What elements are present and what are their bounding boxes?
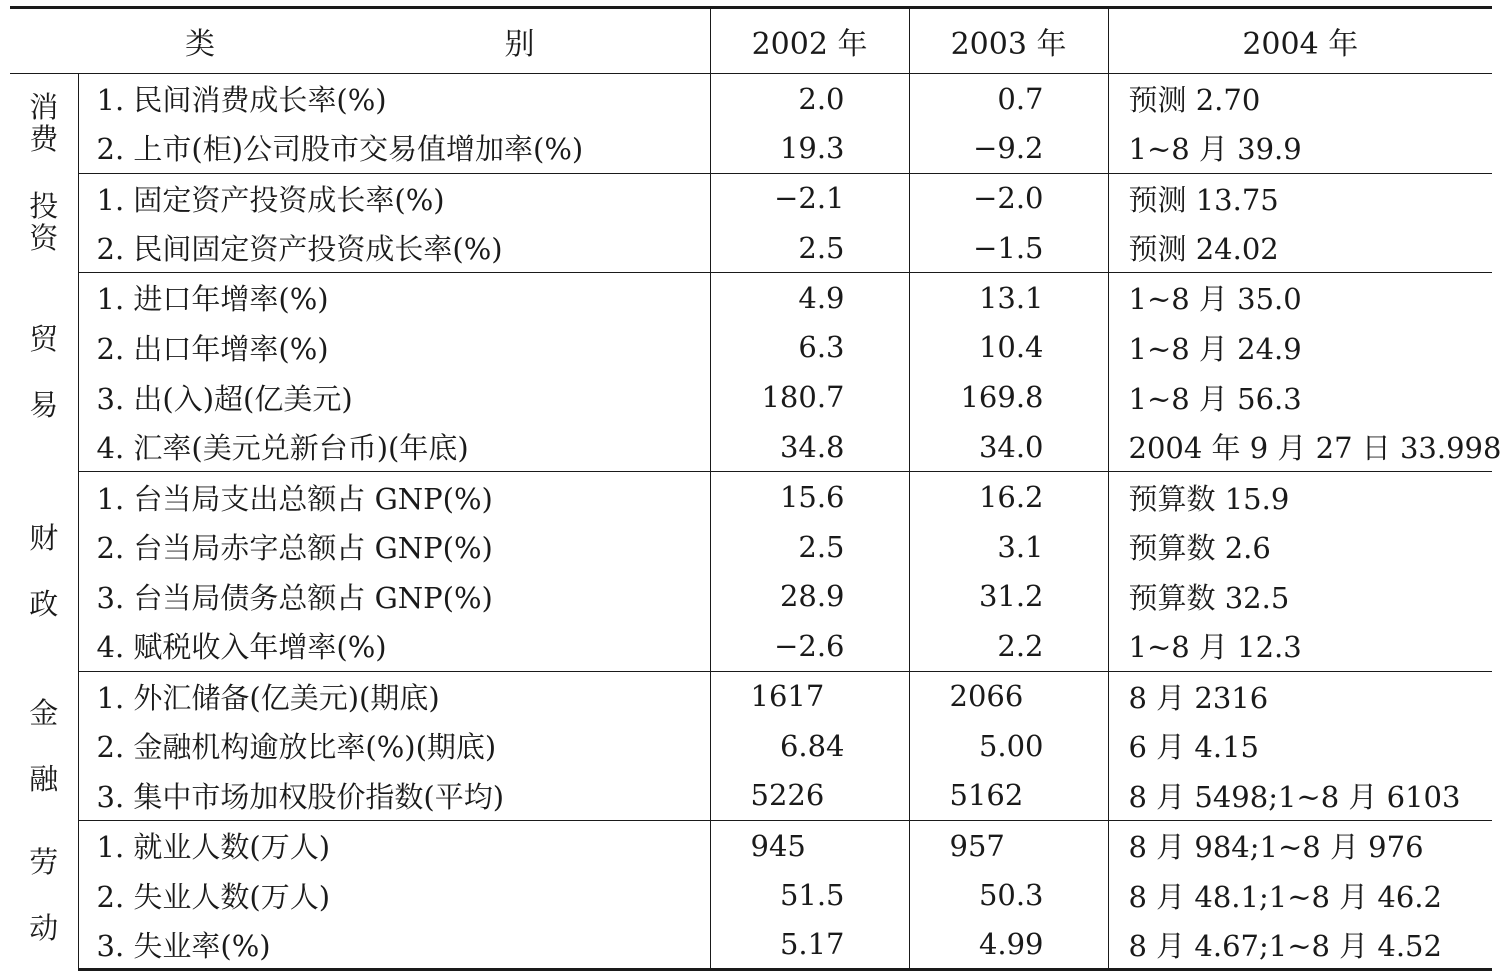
table-row [10, 522, 1492, 572]
value-2004: 8 月 2316 [1108, 671, 1492, 721]
indicator-name: 4. 汇率(美元兑新台币)(年底) [78, 422, 710, 472]
value-2003: 13.1 [909, 273, 1108, 323]
table-row [10, 771, 1492, 821]
indicator-name: 4. 赋税收入年增率(%) [78, 621, 710, 671]
value-2002: 28.9 [710, 571, 909, 621]
value-2003: 31.2 [909, 571, 1108, 621]
value-2004: 预测 24.02 [1108, 223, 1492, 273]
category-label: 消费 [29, 89, 59, 156]
value-2004: 1~8 月 12.3 [1108, 621, 1492, 671]
table-row [10, 621, 1492, 671]
value-2003: 16.2 [909, 472, 1108, 522]
value-2004: 预算数 2.6 [1108, 522, 1492, 572]
value-2002: 1617 [710, 671, 909, 721]
category-label: 财政 [29, 521, 59, 622]
value-2004: 预测 13.75 [1108, 173, 1492, 223]
value-2002: 15.6 [710, 472, 909, 522]
table-row [10, 74, 1492, 124]
header-2002: 2002 年 [710, 8, 909, 74]
value-2002: 945 [710, 820, 909, 870]
value-2003: 4.99 [909, 920, 1108, 970]
category-cell [10, 273, 78, 472]
indicator-name: 2. 民间固定资产投资成长率(%) [78, 223, 710, 273]
indicator-name: 3. 失业率(%) [78, 920, 710, 970]
indicator-name: 1. 进口年增率(%) [78, 273, 710, 323]
table-row [10, 173, 1492, 223]
value-2003: 5162 [909, 771, 1108, 821]
value-2003: 2.2 [909, 621, 1108, 671]
indicator-name: 2. 出口年增率(%) [78, 322, 710, 372]
indicator-name: 1. 民间消费成长率(%) [78, 74, 710, 124]
value-2002: 51.5 [710, 870, 909, 920]
table-row [10, 422, 1492, 472]
value-2003: −9.2 [909, 123, 1108, 173]
table-row [10, 671, 1492, 721]
category-label: 金融 [29, 695, 59, 796]
value-2003: −1.5 [909, 223, 1108, 273]
value-2002: 5226 [710, 771, 909, 821]
indicator-name: 3. 出(入)超(亿美元) [78, 372, 710, 422]
category-label: 贸易 [29, 322, 59, 423]
value-2004: 预测 2.70 [1108, 74, 1492, 124]
indicator-name: 1. 就业人数(万人) [78, 820, 710, 870]
table-row [10, 721, 1492, 771]
table-row [10, 322, 1492, 372]
value-2003: 957 [909, 820, 1108, 870]
category-cell [10, 472, 78, 671]
value-2004: 8 月 48.1;1~8 月 46.2 [1108, 870, 1492, 920]
indicator-name: 2. 失业人数(万人) [78, 870, 710, 920]
value-2004: 8 月 984;1~8 月 976 [1108, 820, 1492, 870]
table-row [10, 820, 1492, 870]
value-2003: 169.8 [909, 372, 1108, 422]
header-row [10, 8, 1492, 74]
value-2002: 2.5 [710, 223, 909, 273]
value-2003: 0.7 [909, 74, 1108, 124]
indicator-name: 3. 集中市场加权股价指数(平均) [78, 771, 710, 821]
indicator-name: 3. 台当局债务总额占 GNP(%) [78, 571, 710, 621]
value-2004: 1~8 月 24.9 [1108, 322, 1492, 372]
value-2004: 6 月 4.15 [1108, 721, 1492, 771]
indicator-name: 2. 上市(柜)公司股市交易值增加率(%) [78, 123, 710, 173]
header-2003: 2003 年 [909, 8, 1108, 74]
value-2002: 2.0 [710, 74, 909, 124]
value-2002: 6.3 [710, 322, 909, 372]
table-row [10, 571, 1492, 621]
economic-indicators-table [10, 6, 1501, 971]
value-2003: 10.4 [909, 322, 1108, 372]
value-2003: 5.00 [909, 721, 1108, 771]
value-2004: 8 月 4.67;1~8 月 4.52 [1108, 920, 1492, 970]
category-cell [10, 74, 78, 174]
value-2003: 34.0 [909, 422, 1108, 472]
value-2002: 180.7 [710, 372, 909, 422]
table-row [10, 472, 1492, 522]
table-row [10, 273, 1492, 323]
table-row [10, 870, 1492, 920]
table-row [10, 372, 1492, 422]
value-2003: 50.3 [909, 870, 1108, 920]
table-row [10, 920, 1492, 970]
table-row [10, 223, 1492, 273]
indicator-name: 1. 台当局支出总额占 GNP(%) [78, 472, 710, 522]
category-cell [10, 671, 78, 820]
indicator-name: 2. 金融机构逾放比率(%)(期底) [78, 721, 710, 771]
value-2004: 1~8 月 39.9 [1108, 123, 1492, 173]
value-2004: 预算数 32.5 [1108, 571, 1492, 621]
value-2002: 5.17 [710, 920, 909, 970]
value-2004: 2004 年 9 月 27 日 33.998 [1108, 422, 1492, 472]
indicator-name: 2. 台当局赤字总额占 GNP(%) [78, 522, 710, 572]
value-2002: 6.84 [710, 721, 909, 771]
value-2003: 2066 [909, 671, 1108, 721]
value-2004: 8 月 5498;1~8 月 6103 [1108, 771, 1492, 821]
table-row [10, 123, 1492, 173]
category-cell [10, 820, 78, 969]
indicator-name: 1. 固定资产投资成长率(%) [78, 173, 710, 223]
category-cell [10, 173, 78, 273]
category-label: 投资 [29, 189, 59, 255]
value-2002: 2.5 [710, 522, 909, 572]
value-2004: 1~8 月 35.0 [1108, 273, 1492, 323]
value-2003: 3.1 [909, 522, 1108, 572]
header-category: 类 别 [10, 8, 710, 74]
value-2002: −2.1 [710, 173, 909, 223]
value-2002: 34.8 [710, 422, 909, 472]
category-label: 劳动 [29, 845, 59, 946]
header-2004: 2004 年 [1108, 8, 1492, 74]
value-2002: −2.6 [710, 621, 909, 671]
value-2004: 1~8 月 56.3 [1108, 372, 1492, 422]
value-2003: −2.0 [909, 173, 1108, 223]
value-2002: 4.9 [710, 273, 909, 323]
value-2004: 预算数 15.9 [1108, 472, 1492, 522]
indicator-name: 1. 外汇储备(亿美元)(期底) [78, 671, 710, 721]
value-2002: 19.3 [710, 123, 909, 173]
